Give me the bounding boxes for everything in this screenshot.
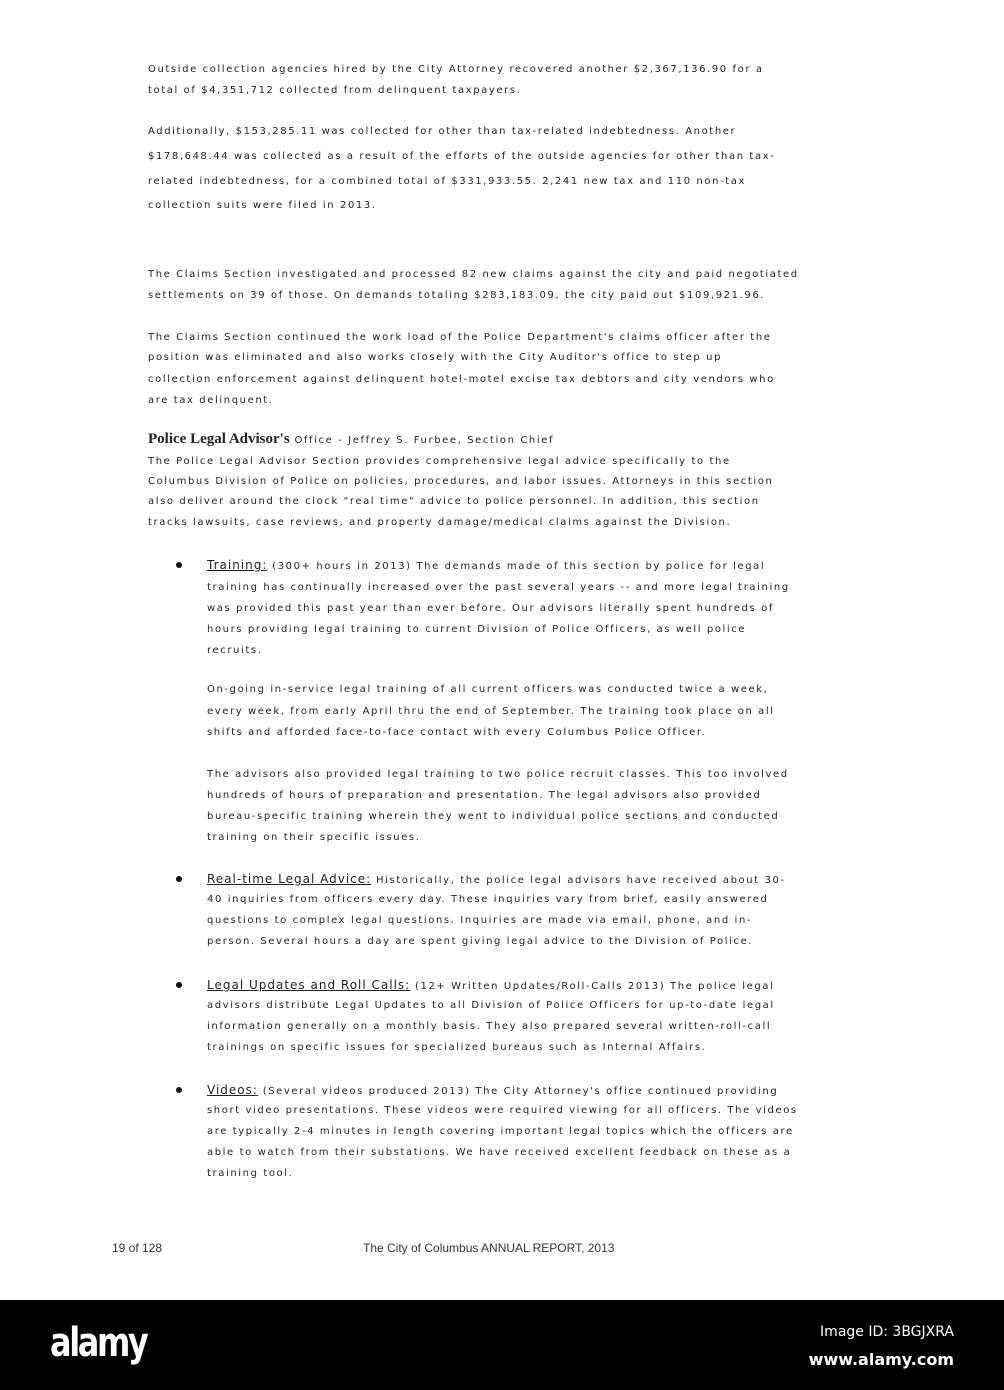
text-line: The advisors also provided legal training to two police recruit classes. This too involved <box>207 769 789 780</box>
text-line: short video presentations. These videos were required viewing for all officers. The videos <box>207 1105 798 1116</box>
text-line: shifts and afforded face-to-face contact with every Columbus Police Officer. <box>207 727 707 738</box>
text-line: tracks lawsuits, case reviews, and property damage/medical claims against the Division. <box>148 517 732 528</box>
image-id: Image ID: 3BGJXRA <box>820 1324 954 1340</box>
bullet-icon <box>176 876 182 882</box>
section-heading <box>148 432 554 448</box>
text-line: $178,648.44 was collected as a result of the efforts of the outside agencies for other than tax- <box>148 151 776 162</box>
text-line: The Police Legal Advisor Section provides comprehensive legal advice specifically to the <box>148 456 731 467</box>
bullet-icon <box>176 982 182 988</box>
text-line: position was eliminated and also works closely with the City Auditor's office to step up <box>148 352 723 363</box>
text-line: advisors distribute Legal Updates to all Division of Police Officers for up-to-date legal <box>207 1000 775 1011</box>
watermark-url: www.alamy.com <box>808 1350 954 1369</box>
text-line: Columbus Division of Police on policies, procedures, and labor issues. Attorneys in this section <box>148 476 774 487</box>
text-line: settlements on 39 of those. On demands totaling $283,183.09, the city paid out $109,921.96. <box>148 290 766 301</box>
text-line: person. Several hours a day are spent giving legal advice to the Division of Police. <box>207 936 754 947</box>
text-line: are typically 2-4 minutes in length covering important legal topics which the officers are <box>207 1126 794 1137</box>
text-line: every week, from early April thru the end of September. The training took place on all <box>207 706 775 717</box>
text-line: The Claims Section continued the work load of the Police Department's claims officer after the <box>148 332 772 343</box>
text-line: hundreds of hours of preparation and presentation. The legal advisors also provided <box>207 790 762 801</box>
section-heading-bold: Police Legal Advisor's <box>148 431 290 447</box>
text-line: was provided this past year than ever before. Our advisors literally spent hundreds of <box>207 603 774 614</box>
text-line: training tool. <box>207 1168 294 1179</box>
bullet-icon <box>176 562 182 568</box>
text-line: collection suits were filed in 2013. <box>148 200 377 211</box>
text-line: hours providing legal training to current Division of Police Officers, as well police <box>207 624 747 635</box>
text-line: training has continually increased over the past several years -- and more legal training <box>207 582 790 593</box>
bullet-item-videos <box>207 1083 778 1099</box>
text-line: bureau-specific training wherein they went to individual police sections and conducted <box>207 811 780 822</box>
text-line: 40 inquiries from officers every day. These inquiries vary from brief, easily answered <box>207 894 769 905</box>
text-line: Additionally, $153,285.11 was collected for other than tax-related indebtedness. Another <box>148 126 737 137</box>
text-line: On-going in-service legal training of all current officers was conducted twice a week, <box>207 684 769 695</box>
section-heading-rest: Office - Jeffrey S. Furbee, Section Chief <box>289 435 555 446</box>
bullet-text: (300+ hours in 2013) The demands made of this section by police for legal <box>267 561 766 572</box>
text-line: related indebtedness, for a combined total of $331,933.55. 2,241 new tax and 110 non-tax <box>148 176 747 187</box>
bullet-label: Training: <box>207 558 268 572</box>
text-line: also deliver around the clock "real time" advice to police personnel. In addition, this section <box>148 496 760 507</box>
text-line: recruits. <box>207 645 263 656</box>
text-line: training on their specific issues. <box>207 832 421 843</box>
bullet-text: (12+ Written Updates/Roll-Calls 2013) The police legal <box>410 981 775 992</box>
text-line: The Claims Section investigated and processed 82 new claims against the city and paid negotiated <box>148 269 799 280</box>
bullet-text: Historically, the police legal advisors have received about 30- <box>371 875 786 886</box>
bullet-label: Legal Updates and Roll Calls: <box>207 978 411 992</box>
text-line: are tax delinquent. <box>148 395 274 406</box>
bullet-label: Videos: <box>207 1083 258 1097</box>
text-line: questions to complex legal questions. Inquiries are made via email, phone, and in- <box>207 915 753 926</box>
bullet-text: (Several videos produced 2013) The City Attorney's office continued providing <box>257 1086 779 1097</box>
alamy-logo: alamy <box>50 1320 147 1366</box>
footer-title: The City of Columbus ANNUAL REPORT, 2013 <box>363 1241 615 1255</box>
bullet-item-real-time-advice <box>207 872 786 888</box>
text-line: able to watch from their substations. We have received excellent feedback on these as a <box>207 1147 792 1158</box>
text-line: Outside collection agencies hired by the City Attorney recovered another $2,367,136.90 for a <box>148 64 764 75</box>
text-line: information generally on a monthly basis. They also prepared several written-roll-call <box>207 1021 772 1032</box>
text-line: collection enforcement against delinquent hotel-motel excise tax debtors and city vendors who <box>148 374 775 385</box>
text-line: trainings on specific issues for specialized bureaus such as Internal Affairs. <box>207 1042 707 1053</box>
bullet-item-legal-updates <box>207 978 774 994</box>
bullet-icon <box>176 1087 182 1093</box>
bullet-label: Real-time Legal Advice: <box>207 872 372 886</box>
bullet-item-training <box>207 558 765 574</box>
watermark-bar <box>0 1300 1004 1390</box>
text-line: total of $4,351,712 collected from delinquent taxpayers. <box>148 85 522 96</box>
page-number: 19 of 128 <box>112 1241 163 1255</box>
